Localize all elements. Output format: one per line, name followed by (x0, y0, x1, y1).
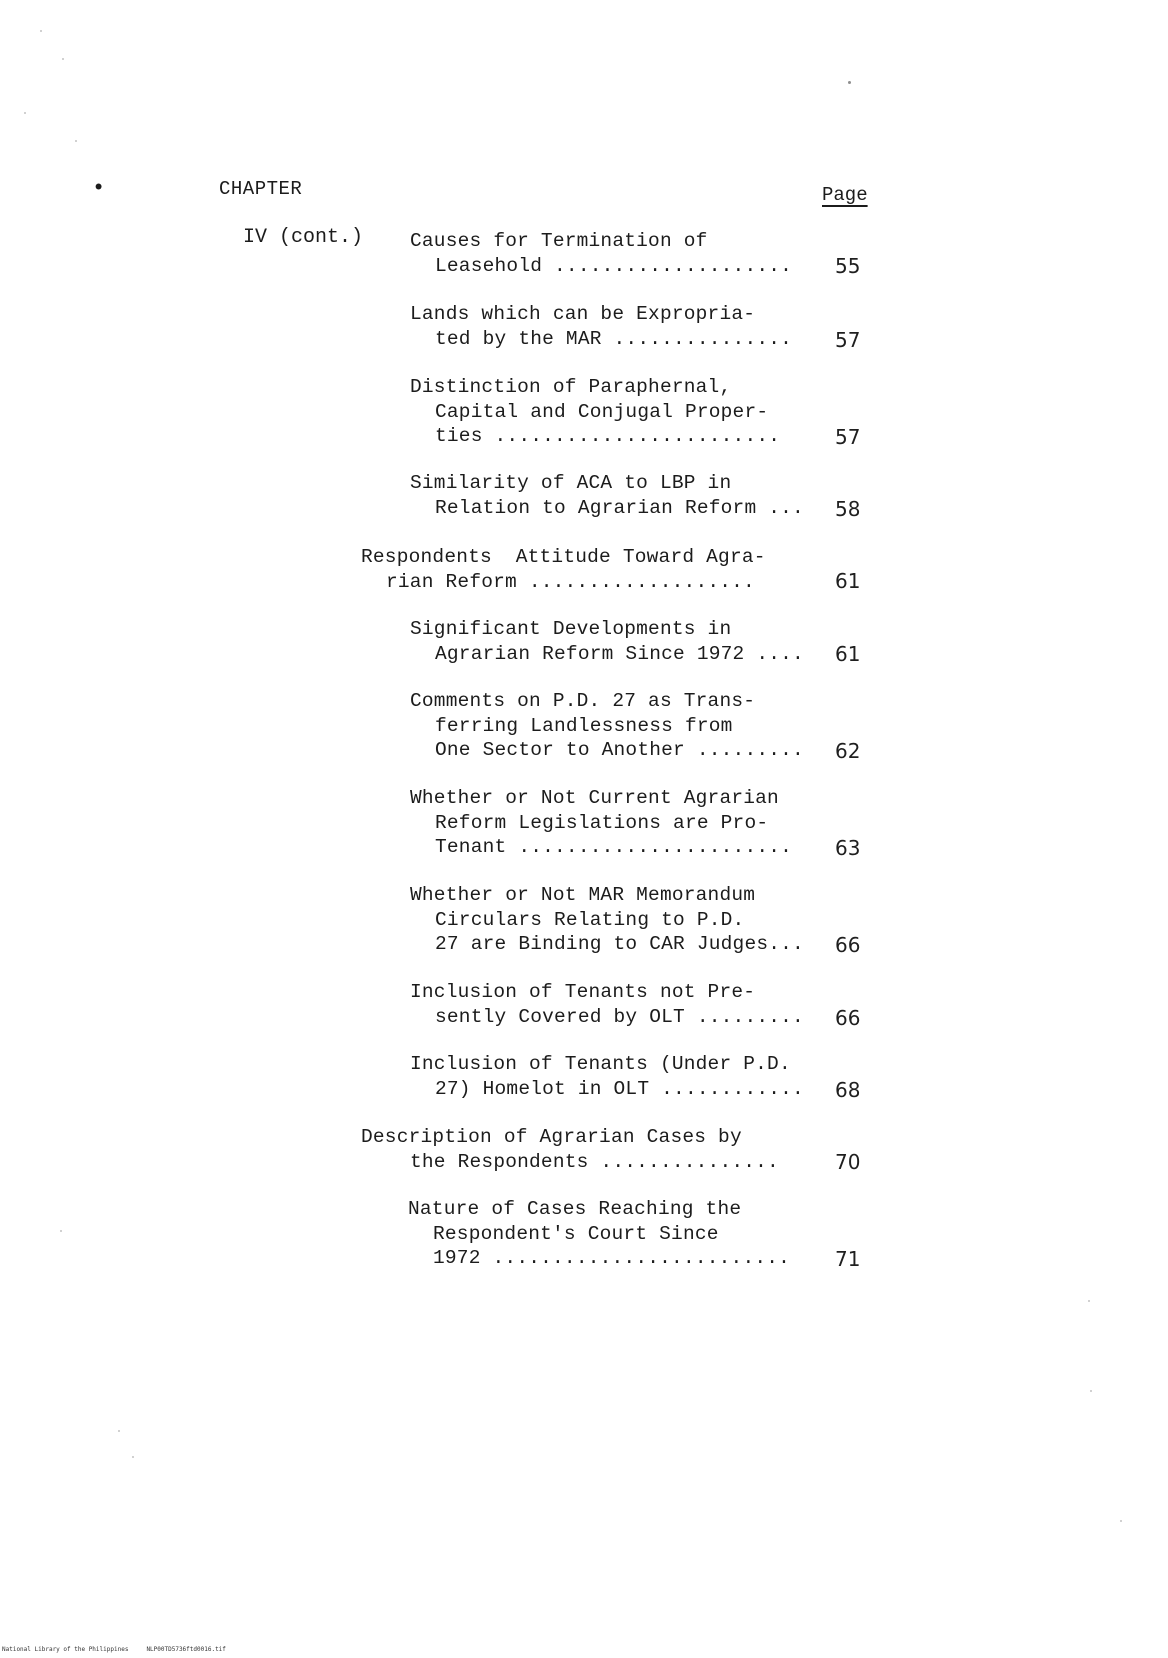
entry-page-number: 71 (835, 1247, 861, 1271)
entry-title-line: rian Reform ................... (386, 570, 755, 593)
entry-page-number: 70 (835, 1150, 861, 1174)
entry-title-line: One Sector to Another ......... (435, 739, 804, 761)
chapter-number: IV (cont.) (243, 226, 364, 249)
entry-title-line: Agrarian Reform Since 1972 .... (435, 642, 804, 665)
entry-title-line: Similarity of ACA to LBP in (410, 472, 732, 494)
chapter-column-heading: CHAPTER (219, 178, 303, 200)
entry-page-number: 66 (835, 933, 861, 957)
entry-title-line: Tenant ....................... (435, 836, 793, 858)
scan-footer (2, 1646, 226, 1653)
entry-page-number: 62 (835, 739, 861, 763)
scan-speck (62, 58, 64, 60)
entry-page-number: 68 (835, 1078, 861, 1102)
toc-entry (410, 1052, 880, 1101)
entry-page-number: 61 (835, 569, 861, 593)
entry-page-number: 66 (835, 1006, 861, 1030)
toc-entry (408, 1197, 878, 1271)
scan-speck (848, 81, 851, 84)
entry-title-line: Leasehold .................... (435, 254, 793, 277)
entry-page-number: 58 (835, 497, 861, 521)
page-column-heading: Page (822, 184, 868, 206)
scan-speck (40, 30, 42, 32)
toc-entry (410, 375, 880, 449)
entry-title-line: Capital and Conjugal Proper- (435, 400, 769, 423)
toc-entry (410, 302, 880, 351)
entry-title-line: sently Covered by OLT ......... (435, 1005, 804, 1028)
toc-entry (410, 471, 880, 520)
scan-speck (60, 1230, 62, 1232)
entry-title-line: Causes for Termination of (410, 230, 708, 252)
toc-entry (410, 786, 880, 860)
scan-speck (1088, 1300, 1090, 1302)
entry-title-line: the Respondents ............... (410, 1150, 779, 1173)
toc-entry (361, 545, 881, 594)
scan-speck (1090, 1390, 1092, 1392)
footer-file: NLP00TD5736ftd0016.tif (146, 1646, 226, 1653)
entry-title-line: Description of Agrarian Cases by (361, 1126, 742, 1148)
entry-page-number: 55 (835, 254, 861, 278)
bullet-mark: • (92, 176, 106, 201)
entry-title-line: 27 are Binding to CAR Judges... (435, 933, 804, 955)
entry-title-line: ted by the MAR ............... (435, 327, 793, 350)
entry-page-number: 57 (835, 425, 861, 449)
entry-title-line: Whether or Not Current Agrarian (410, 787, 779, 809)
toc-entry (361, 1125, 881, 1174)
entry-title-line: 27) Homelot in OLT ............ (435, 1077, 804, 1100)
footer-library: National Library of the Philippines (2, 1646, 129, 1653)
entry-title-line: Lands which can be Expropria- (410, 303, 756, 325)
toc-entry (410, 229, 880, 278)
toc-entry (410, 617, 880, 666)
scan-speck (75, 140, 77, 142)
toc-entry (410, 883, 880, 957)
entry-page-number: 63 (835, 836, 861, 860)
toc-entry (410, 980, 880, 1029)
entry-title-line: Reform Legislations are Pro- (435, 811, 769, 834)
entry-page-number: 61 (835, 642, 861, 666)
entry-title-line: Relation to Agrarian Reform ... (435, 496, 804, 519)
entry-title-line: Significant Developments in (410, 618, 732, 640)
entry-title-line: Nature of Cases Reaching the (408, 1198, 742, 1220)
entry-title-line: Whether or Not MAR Memorandum (410, 884, 756, 906)
scan-speck (1120, 1520, 1122, 1522)
entry-title-line: Inclusion of Tenants (Under P.D. (410, 1053, 791, 1075)
entry-title-line: Circulars Relating to P.D. (435, 908, 745, 931)
scan-speck (132, 1456, 134, 1458)
entry-title-line: Respondents Attitude Toward Agra- (361, 546, 766, 568)
entry-title-line: ties ........................ (435, 425, 781, 447)
entry-title-line: Respondent's Court Since (433, 1222, 719, 1245)
scan-speck (118, 1430, 120, 1432)
toc-entry (410, 689, 880, 763)
entry-page-number: 57 (835, 328, 861, 352)
entry-title-line: ferring Landlessness from (435, 714, 733, 737)
scan-speck (24, 112, 26, 114)
entry-title-line: Comments on P.D. 27 as Trans- (410, 690, 756, 712)
entry-title-line: Distinction of Paraphernal, (410, 376, 732, 398)
entry-title-line: 1972 ......................... (433, 1247, 791, 1269)
entry-title-line: Inclusion of Tenants not Pre- (410, 981, 756, 1003)
